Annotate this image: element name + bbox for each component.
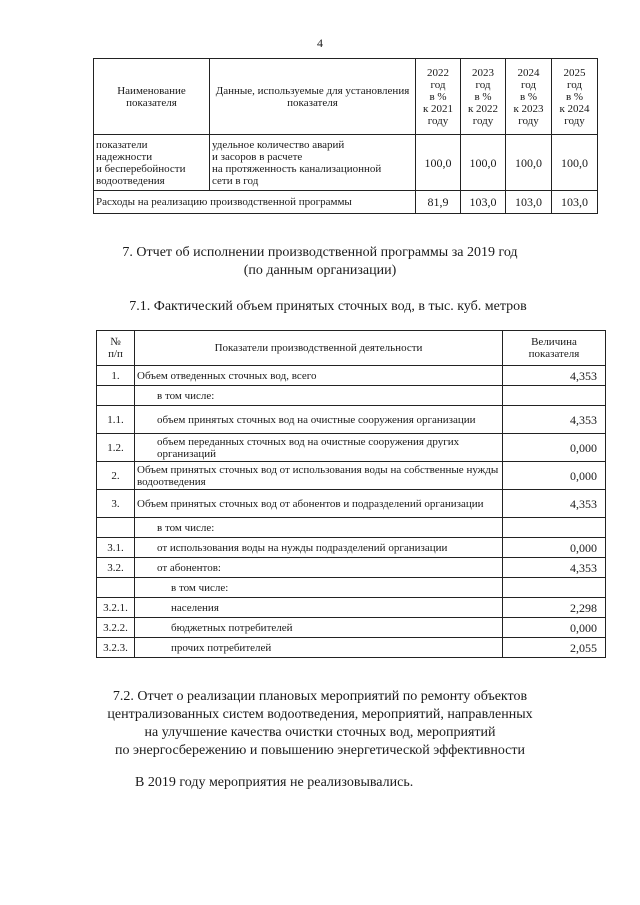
reliability-indicator-data: удельное количество аварий и засоров в расчете на протяженность канализационной сети в год	[210, 135, 416, 191]
row-number: 2.	[97, 462, 135, 490]
reliability-indicator-name: показатели надежности и бесперебойности водоотведения	[94, 135, 210, 191]
row-number: 1.1.	[97, 406, 135, 434]
header-indicator-name: Наименование показателя	[94, 59, 210, 135]
table-row	[97, 598, 606, 618]
closing-paragraph: В 2019 году мероприятия не реализовывались.	[135, 775, 414, 790]
row-indicator: прочих потребителей	[135, 638, 503, 658]
table-row	[97, 386, 606, 406]
row-value: 4,353	[503, 490, 606, 518]
row-number: 3.2.1.	[97, 598, 135, 618]
header-indicators: Показатели производственной деятельности	[135, 331, 503, 366]
header-data-used: Данные, используемые для установления показателя	[210, 59, 416, 135]
row-number: 3.1.	[97, 538, 135, 558]
value-cell: 103,0	[461, 191, 506, 214]
row-value: 0,000	[503, 462, 606, 490]
row-indicator: в том числе:	[135, 518, 503, 538]
row-indicator: Объем отведенных сточных вод, всего	[135, 366, 503, 386]
header-value: Величина показателя	[503, 331, 606, 366]
table-row	[97, 406, 606, 434]
row-value: 0,000	[503, 538, 606, 558]
value-cell: 103,0	[552, 191, 598, 214]
table-row	[97, 638, 606, 658]
row-value	[503, 578, 606, 598]
row-indicator: населения	[135, 598, 503, 618]
header-number: № п/п	[97, 331, 135, 366]
value-cell: 100,0	[552, 135, 598, 191]
row-indicator: Объем принятых сточных вод от абонентов и подразделений организации	[135, 490, 503, 518]
table-row	[97, 490, 606, 518]
row-value: 2,055	[503, 638, 606, 658]
row-value: 0,000	[503, 434, 606, 462]
wastewater-volume-table	[96, 330, 606, 658]
wastewater-table-header	[97, 331, 606, 366]
row-value: 2,298	[503, 598, 606, 618]
table-row	[97, 366, 606, 386]
table-row	[97, 462, 606, 490]
section-7-2-title: 7.2. Отчет о реализации плановых мероприятий по ремонту объектов централизованных систем водоотведения, мероприятий, направленных на улучшение качества очистки сточных вод, мероприятий по энергосбережению и повышению энергетической эффективности	[107, 689, 533, 758]
table-row	[97, 538, 606, 558]
row-indicator: объем переданных сточных вод на очистные сооружения других организаций	[135, 434, 503, 462]
row-indicator: от использования воды на нужды подразделений организации	[135, 538, 503, 558]
header-year-2025: 2025 год в % к 2024 году	[552, 59, 598, 135]
row-value: 4,353	[503, 558, 606, 578]
row-indicator: Объем принятых сточных вод от использования воды на собственные нужды водоотведения	[135, 462, 503, 490]
row-number: 3.2.2.	[97, 618, 135, 638]
value-cell: 100,0	[416, 135, 461, 191]
indicators-table-header	[94, 59, 598, 135]
row-number: 3.2.	[97, 558, 135, 578]
value-cell: 100,0	[506, 135, 552, 191]
row-indicator: в том числе:	[135, 386, 503, 406]
row-value	[503, 518, 606, 538]
indicators-table	[93, 58, 598, 214]
table-row	[97, 558, 606, 578]
row-indicator: бюджетных потребителей	[135, 618, 503, 638]
row-value: 0,000	[503, 618, 606, 638]
row-number: 3.2.3.	[97, 638, 135, 658]
row-value: 4,353	[503, 406, 606, 434]
table-row	[97, 518, 606, 538]
table-row	[97, 618, 606, 638]
row-indicator: от абонентов:	[135, 558, 503, 578]
row-number	[97, 518, 135, 538]
value-cell: 103,0	[506, 191, 552, 214]
page-number: 4	[317, 36, 323, 50]
row-number: 1.	[97, 366, 135, 386]
header-year-2022: 2022 год в % к 2021 году	[416, 59, 461, 135]
row-value	[503, 386, 606, 406]
table-row	[97, 578, 606, 598]
header-year-2023: 2023 год в % к 2022 году	[461, 59, 506, 135]
row-value: 4,353	[503, 366, 606, 386]
table-row	[94, 191, 598, 214]
row-indicator: в том числе:	[135, 578, 503, 598]
table-row	[94, 135, 598, 191]
section-7-title: 7. Отчет об исполнении производственной программы за 2019 год (по данным организации)	[122, 245, 518, 278]
row-indicator: объем принятых сточных вод на очистные сооружения организации	[135, 406, 503, 434]
section-7-1-title: 7.1. Фактический объем принятых сточных вод, в тыс. куб. метров	[129, 299, 527, 314]
header-year-2024: 2024 год в % к 2023 году	[506, 59, 552, 135]
row-number	[97, 578, 135, 598]
value-cell: 81,9	[416, 191, 461, 214]
row-number	[97, 386, 135, 406]
program-expenses-label: Расходы на реализацию производственной программы	[94, 191, 416, 214]
value-cell: 100,0	[461, 135, 506, 191]
table-row	[97, 434, 606, 462]
row-number: 3.	[97, 490, 135, 518]
row-number: 1.2.	[97, 434, 135, 462]
